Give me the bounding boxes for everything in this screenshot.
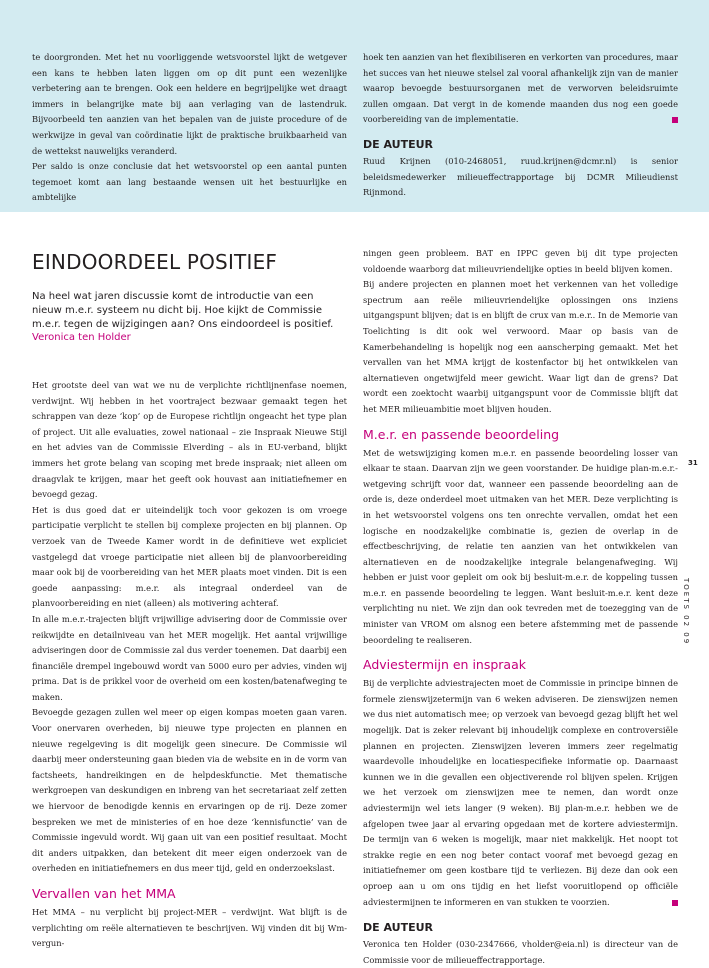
subheading-mma: Vervallen van het MMA (32, 886, 176, 901)
top-right-column (363, 50, 678, 201)
article-right-column (363, 246, 678, 968)
article-paragraph-3: In alle m.e.r.-trajecten blijft vrijwillige advisering door de Commissie over reikwijdte en detailniveau van het MER mogelijk. Het aantal vrijwillige adviseringen door de Commissie zal dus verder toenemen. Dat daarbij een financiële drempel ingebouwd wordt van 5000 euro per advies, vinden wij prima. Dat is de prikkel voor de overheid om een kosten/batenafweging te maken. (32, 613, 347, 702)
article-author-text: Veronica ten Holder (030-2347666, vholder@eia.nl) is directeur van de Commissie voor de milieueffectrapportage. (363, 939, 678, 965)
end-mark (672, 117, 678, 123)
subheading-passende-beoordeling: M.e.r. en passende beoordeling (363, 426, 560, 442)
subheading-adviestermijn: Adviestermijn en inspraak (363, 657, 526, 673)
end-mark (672, 900, 678, 906)
page-number: 31 (688, 459, 698, 467)
adviestermijn-text: Bij de verplichte adviestrajecten moet de Commissie in principe binnen de formele zienswijzetermijn van 6 weken adviseren. De zienswijzen nemen we dus niet automatisch mee; op verzoek van bevoegd gezag blijft het wel mogelijk. Dat is zeker relevant bij inhoudelijk complexe en controversiële plannen en projecten. Zienswijzen leveren immers zeer regelmatig waardevolle inhoudelijke en locatiespecifieke informatie op. Daarnaast kunnen we in die gevallen een objectiverende rol blijven spelen. Krijgen we het verzoek om zienswijzen mee te nemen, dan wordt onze adviestermijn wel iets langer (9 weken). Bij plan-m.e.r. hebben we de afgelopen twee jaar al ervaring opgedaan met de kortere adviestermijn. De termijn van 6 weken is mogelijk, maar niet makkelijk. Het noopt tot strakke regie en een nog beter contact vooraf met bevoegd gezag en initiatiefnemer om geen kostbare tijd te verliezen. Bij deze dan ook een oproep aan u om ons tijdig en het liefst vooruitlopend op officiële adviestermijnen te informeren en van stukken te voorzien. (363, 678, 678, 907)
intro-text: Na heel wat jaren discussie komt de introductie van een nieuw m.e.r. systeem nu dicht bij. Hoe kijkt de Commissie m.e.r. tegen de wijzigingen aan? Ons eindoordeel is positief. (32, 291, 334, 330)
top-left-column (32, 50, 347, 206)
article-left-column (32, 378, 347, 952)
top-author-heading: DE AUTEUR (363, 137, 434, 151)
top-right-paragraph (363, 50, 678, 128)
article-author-heading: DE AUTEUR (363, 921, 434, 935)
article-title: EINDOORDEEL POSITIEF (32, 250, 278, 274)
article-paragraph-4: Bevoegde gezagen zullen wel meer op eigen kompas moeten gaan varen. Voor onervaren overheden, bij nieuwe type projecten en plannen en nieuwe regelgeving is dit mogelijk geen sinecure. De Commissie wil daarbij meer ondersteuning gaan bieden via de website en in de vorm van factsheets, handreikingen en de helpdeskfunctie. Met thematische werkgroepen van deskundigen en inbreng van het secretariaat zelf zetten we hiervoor de benodigde kennis en ervaringen op de rij. Deze zomer bespreken we met de ministeries of en hoe deze ‘kennisfunctie’ van de Commissie ingevuld wordt. Wij gaan uit van een positief resultaat. Mocht dit anders uitpakken, dan betekent dit meer eigen onderzoek van de overheden en initiatiefnemers en dus meer tijd, geld en onderzoekslast. (32, 707, 347, 874)
right-paragraph-2: Bij andere projecten en plannen moet het verkennen van het volledige spectrum aan reële milieuvriendelijke oplossingen ons inziens uitgangspunt blijven; dat is en blijft de crux van m.e.r.. In de Memorie van Toelichting is dit ook wel verwoord. Maar op basis van de Kamerbehandeling is hopelijk nog een aanscherping gemaakt. Met het vervallen van het MMA krijgt de kostenfactor bij het ontwikkelen van alternatieven ongetwijfeld meer gewicht. Waar ligt dan de grens? Dat wordt een zoektocht waarbij uitgangspunt voor de Commissie blijft dat het MER milieuambitie moet blijven houden. (363, 279, 678, 414)
passende-beoordeling-text: Met de wetswijziging komen m.e.r. en passende beoordeling losser van elkaar te staan. Daarvan zijn we geen voorstander. De huidige plan-m.e.r.-wetgeving schrijft voor dat, wanneer een passende beoordeling aan de orde is, deze onderdeel moet uitmaken van het MER. Deze verplichting is in het wetsvoorstel volgens ons ten onrechte vervallen, omdat het een logische en noodzakelijke combinatie is, gezien de overlap in de effectbeschrijving, de relatie ten aanzien van het ontwikkelen van alternatieven en de noodzakelijke integrale belangenafweging. Wij hebben er juist voor gepleit om ook bij besluit-m.e.r. de koppeling tussen m.e.r. en passende beoordeling te leggen. Want besluit-m.e.r. kent deze verplichting nu niet. We zijn dan ook tevreden met de toezegging van de minister van VROM om alsnog een betere afstemming met de passende beoordeling te realiseren. (363, 447, 678, 645)
adviestermijn-paragraph (363, 676, 678, 910)
journal-label: TOETS 02 09 (682, 578, 690, 646)
right-paragraph-1: ningen geen probleem. BAT en IPPC geven bij dit type projecten voldoende waarborg dat milieuvriendelijke opties in beeld blijven komen. (363, 248, 678, 274)
article-paragraph-2: Het is dus goed dat er uiteindelijk toch voor gekozen is om vroege participatie verplicht te stellen bij complexe projecten en bij plannen. Op verzoek van de Tweede Kamer wordt in de definitieve wet expliciet vastgelegd dat vroege participatie niet alleen bij de planvoorbereiding maar ook bij de voorbereiding van het MER plaats moet vinden. Dit is een goede aanpassing: m.e.r. als integraal onderdeel van de planvoorbereiding en niet (alleen) als motivering achteraf. (32, 504, 347, 609)
mma-text: Het MMA – nu verplicht bij project-MER – verdwijnt. Wat blijft is de verplichting om reële alternatieven te beschrijven. Wij vinden dit bij Wm-vergun- (32, 907, 347, 949)
top-left-paragraph-1: te doorgronden. Met het nu voorliggende wetsvoorstel lijkt de wetgever een kans te hebben laten liggen om op dit punt een wezenlijke verbetering aan te brengen. Ook een heldere en begrijpelijke wet draagt immers in belangrijke mate bij aan verlaging van de lastendruk. Bijvoorbeeld ten aanzien van het bepalen van de juiste procedure of de werkwijze in geval van coördinatie lijkt de praktische bruikbaarheid van de wettekst nauwelijks veranderd. (32, 52, 347, 156)
article-paragraph-1: Het grootste deel van wat we nu de verplichte richtlijnenfase noemen, verdwijnt. Wij hebben in het voortraject bezwaar gemaakt tegen het schrappen van deze ‘kop’ op de Europese richtlijn ongeacht het type plan of project. Uit alle evaluaties, zowel nationaal – zie Inspraak Nieuwe Stijl en het advies van de Commissie Elverding – als in EU-verband, blijkt immers het grote belang van scoping met brede inspraak; niet alleen om draagvlak te krijgen, maar het geeft ook houvast aan initiatiefnemer en bevoegd gezag. (32, 380, 347, 500)
top-left-paragraph-2: Per saldo is onze conclusie dat het wetsvoorstel op een aantal punten tegemoet komt aan lang bestaande wensen uit het bestuurlijke en ambtelijke (32, 161, 347, 203)
article-intro (32, 290, 338, 345)
top-right-text: hoek ten aanzien van het flexibiliseren en verkorten van procedures, maar het succes van het nieuwe stelsel zal vooral afhankelijk zijn van de manier waarop bevoegde bestuursorganen met de verworven beleidsruimte zullen omgaan. Dat vergt in de komende maanden dus nog een goede voorbereiding van de implementatie. (363, 52, 678, 125)
top-author-text: Ruud Krijnen (010-2468051, ruud.krijnen@dcmr.nl) is senior beleidsmedewerker milieueffectrapportage bij DCMR Milieudienst Rijnmond. (363, 155, 678, 198)
intro-author: Veronica ten Holder (32, 332, 131, 344)
